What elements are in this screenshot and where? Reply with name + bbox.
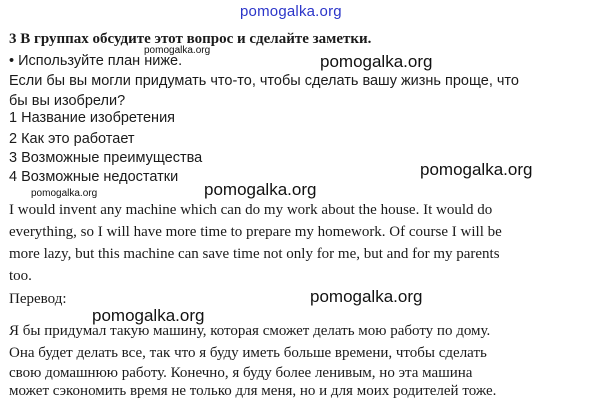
plan-item: 1 Название изобретения xyxy=(9,110,176,126)
translation-line: Она будет делать все, так что я буду иметь больше времени, чтобы сделать xyxy=(9,345,487,361)
task-heading: 3 В группах обсудите этот вопрос и сделайте заметки. xyxy=(9,31,372,47)
task-question-line-2: бы вы изобрели? xyxy=(9,93,126,109)
watermark-small-2: pomogalka.org xyxy=(31,188,98,199)
watermark-large-1: pomogalka.org xyxy=(320,52,433,71)
answer-line: too. xyxy=(9,268,32,284)
translation-line: Я бы придумал такую машину, которая сможет делать мою работу по дому. xyxy=(9,323,491,339)
plan-item: 3 Возможные преимущества xyxy=(9,150,203,166)
watermark-large-5: pomogalka.org xyxy=(92,306,205,325)
answer-line: more lazy, but this machine can save time not only for me, but and for my parents xyxy=(9,246,500,262)
plan-item: 4 Возможные недостатки xyxy=(9,169,179,185)
watermark-large-4: pomogalka.org xyxy=(310,287,423,306)
answer-line: everything, so I will have more time to prepare my homework. Of course I will be xyxy=(9,224,502,240)
translation-label: Перевод: xyxy=(9,291,67,307)
translation-line: может сэкономить время не только для меня, но и для моих родителей тоже. xyxy=(9,383,497,399)
watermark-large-3: pomogalka.org xyxy=(204,180,317,199)
watermark-small-1: pomogalka.org xyxy=(144,45,211,56)
answer-line: I would invent any machine which can do my work about the house. It would do xyxy=(9,202,493,218)
watermark-large-2: pomogalka.org xyxy=(420,160,533,179)
plan-item: 2 Как это работает xyxy=(9,131,135,147)
task-bullet: • Используйте план ниже. xyxy=(9,53,183,69)
translation-line: свою домашнюю работу. Конечно, я буду более ленивым, но эта машина xyxy=(9,365,473,381)
task-question-line-1: Если бы вы могли придумать что-то, чтобы сделать вашу жизнь проще, что xyxy=(9,73,519,89)
watermark-top: pomogalka.org xyxy=(240,3,342,20)
